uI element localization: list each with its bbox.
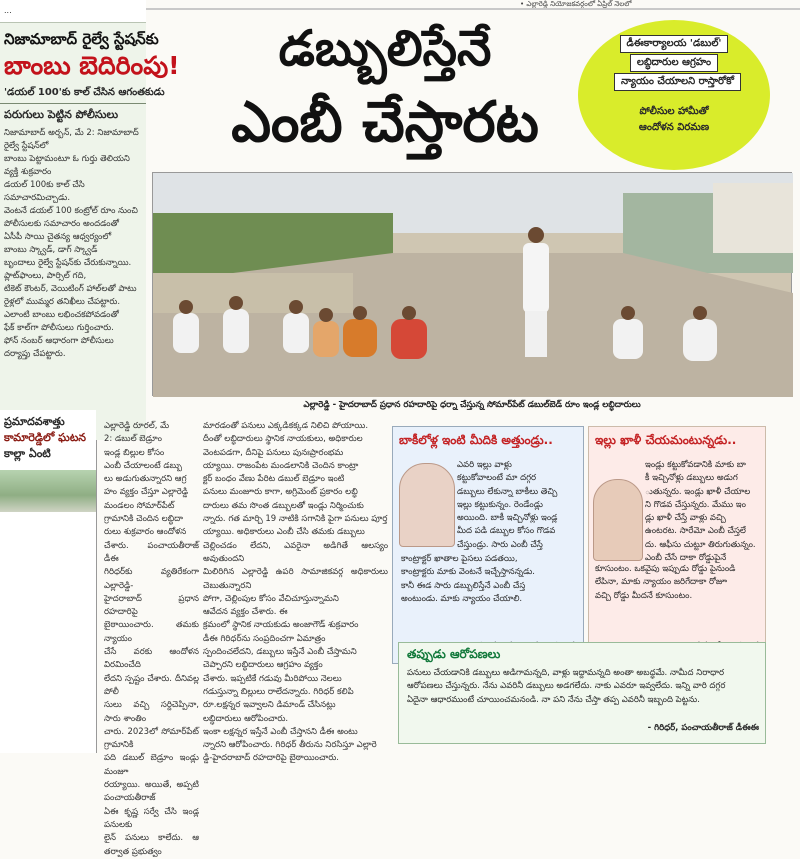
quote-box-1-title: బాకీలోళ్ల ఇంటి మీదికి అత్తుండ్రు.. xyxy=(399,433,553,447)
left-bottom-line1: ప్రమాదవశాత్తు xyxy=(4,415,65,428)
article-column-b: మారడంతో పనులు ఎక్కడికక్కడ నిలిచి పోయాయి. దీంతో లబ్ధిదారులు స్థానిక నాయకులు, అధికారుల వెంటపడగా, దీనిపై పనులు పునఃప్రారంభమ య్యాయి. రాజంపేట మండలానికి చెందిన కాంట్రా క్టర్ బంధం వేణు పేరిట డబుల్ బెడ్రూం ఇంటి పనులు మంజూరు కాగా, అగ్రిమెంట్ ప్రకారం లబ్ధి దారులు తమ సొంత డబ్బులతో ఇండ్లు నిర్మించుకు న్నారు. గత మార్చి 19 నాటికి సగానికి పైగా పనులు పూర్త య్యాయి. అధికారులు ఎంబీ చేసి తమకు డబ్బులు చెల్లించడం లేదని, ఎవరైనా అడిగితే ఆలస్యం అవుతుందని మిలిరిగిన ఎల్లారెడ్డి ఉపరి సామాజికవర్గ అధికారులు చెబుతున్నారని పోగా, చెల్లింపుల కోసం వేచిచూస్తున్నామని ఆవేదన వ్యక్తం చేశారు. ఈ క్రమంలో స్థానిక నాయకుడు అంజాగౌడ్ శుక్రవారం డీఈ గిరిధర్‌ను సంప్రదించగా ఏమాత్రం స్పందించలేదని, డబ్బులు ఇస్తేనే ఎంబీ చేస్తామని చెప్పారని లబ్ధిదారులు ఆగ్రహం వ్యక్తం చేశారు. ఇప్పటికే గడువు మీరిపోయి నెలలు గడుస్తున్నా బిల్లులు రాలేదన్నారు. గిరిధర్ కలిపి రూ.లక్షన్నర ఇవ్వాలని డిమాండ్ చేసినట్లు లబ్ధిదారులు ఆరోపించారు. ఇంకా లక్షన్నర ఇస్తేనే ఎంబీ చేస్తానని డీఈ అంటు న్నారని ఆరోపించారు. గిరిధర్ తీరును నిరసిస్తూ ఎల్లారె డ్డి-హైదరాబాద్ రహదారిపై బైఠాయించారు. xyxy=(203,421,388,764)
quote-box-3-title: తప్పుడు ఆరోపణలు xyxy=(407,647,501,661)
left-body-text: నిజామాబాద్ అర్బన్, మే 2: నిజామాబాద్ రైల్వే స్టేషన్‌లో బాంబు పెట్టామంటూ ఓ గుర్తు తెలియని వ్యక్తి శుక్రవారం డయల్ 100కు కాల్ చేసి సమాచారమిచ్చాడు. వెంటనే డయల్ 100 కంట్రోల్ రూం నుంచి పోలీసులకు సమాచారం అందడంతో ఏసీపీ సాయి చైతన్య ఆధ్వర్యంలో బాంబు స్క్వాడ్, డాగ్ స్క్వాడ్ బృందాలు రైల్వే స్టేషన్‌కు చేరుకున్నాయి. ప్లాట్‌ఫాంలు, పార్సిల్ గది, టికెట్ కౌంటర్, వెయిటింగ్ హాల్‌లతో పాటు రైళ్లలో ముమ్మర తనిఖీలు చేపట్టారు. ఎలాంటి బాంబు లభించకపోవడంతో ఫేక్ కాల్‌గా పోలీసులు గుర్తించారు. ఫోన్ నంబర్ ఆధారంగా పోలీసులు దర్యాప్తు చేపట్టారు. xyxy=(4,128,139,359)
beneficiary-1-portrait xyxy=(399,463,455,547)
main-headline-line2: ఎంబీ చేస్తారట xyxy=(231,90,539,155)
quote-box-official xyxy=(398,642,766,744)
left-headline-line2: బాంబు బెదిరింపు! xyxy=(4,51,180,80)
top-right-snippet: • ఎల్లారెడ్డి నియోజకవర్గంలో ఏప్రిల్ నెలలో xyxy=(520,0,632,8)
left-bottom-line2: కామారెడ్డిలో ఘటన xyxy=(4,431,87,444)
quote-box-beneficiary-1 xyxy=(392,426,584,664)
left-subhead-2: పరుగులు పెట్టిన పోలీసులు xyxy=(4,108,119,121)
left-bottom-photo xyxy=(0,470,96,512)
photo-caption: ఎల్లారెడ్డి - హైదరాబాద్ ప్రధాన రహదారిపై ధర్నా చేస్తున్న సోమార్‌పేట్ డబుల్‌బెడ్ రూం ఇండ్ల లబ్ధిదారులు xyxy=(303,400,641,410)
column-divider xyxy=(96,440,97,753)
protest-photo-illustration xyxy=(153,173,793,397)
left-bottom-teaser xyxy=(0,410,96,753)
left-subhead: 'డయల్ 100'కు కాల్ చేసిన ఆగంతకుడు xyxy=(0,83,146,104)
circle-pill-2: లబ్ధిదారుల ఆగ్రహం xyxy=(630,54,718,72)
circle-pills xyxy=(614,34,734,92)
circle-line-4: పోలీసుల హామీతో xyxy=(639,106,709,117)
quote-box-3-text: పనులు చేయడానికి డబ్బులు అడిగామన్నది, వాళ్లు ఇద్దామన్నది అంతా అబద్ధమే. నామీద నిరాధార ఆరోపణలు చేస్తున్నరు. నేను ఎవరినీ డబ్బులు అడగలేదు. నాకు ఎవరూ ఇవ్వలేదు. ఇన్ని వారి దగ్గర ఏదైనా ఆధారముంటే చూయించమనండి. నా పని నేను చేస్తా తప్ప ఎవరినీ ఇబ్బంది పెట్టను. xyxy=(407,668,726,705)
article-column-a: ఎల్లారెడ్డి రూరల్, మే 2: డబుల్ బెడ్రూం ఇండ్ల బిల్లుల కోసం ఎంబీ చేయాలంటే డబ్బు లు అడుగుతున్నారని ఆగ్ర హం వ్యక్తం చేస్తూ ఎల్లారెడ్డి మండలం సోమార్‌పేట్ గ్రామానికి చెందిన లబ్ధిదా రులు శుక్రవారం ఆందోళన చేశారు. పంచాయతీరాజ్ డీఈ గిరిధర్‌కు వ్యతిరేకంగా ఎల్లారెడ్డి- హైదరాబాద్ ప్రధాన రహదారిపై బైఠాయించారు. తమకు న్యాయం చేసే వరకు ఆందోళన విరమించేది లేదని స్పష్టం చేశారు. దీనివల్ల పోలీ సులు వచ్చి సర్దిచెప్పినా, సారు శాంతిం చారు. 2023లో సోమార్‌పేట్ గ్రామానికి పది డబుల్ బెడ్రూం ఇండ్లు మంజూ రయ్యాయి. అయితే, అప్పటి పంచాయతీరాజ్ ఏఈ కృష్ణ సర్వే చేసి ఇండ్ల పనులకు లైన్ పనులు కాలేదు. ఆ తర్వాత ప్రభుత్వం xyxy=(104,421,199,857)
beneficiary-2-portrait xyxy=(593,479,643,561)
quote-box-2-text-2: కూసుంటం. ఒకవైపు ఇప్పుడు రోడ్డు పైనుండి లేపినా, మాకు న్యాయం జరిగేదాకా రోజూ వచ్చి రోడ్డు మీదనే కూసుంటం. xyxy=(595,564,736,601)
left-top-strip: ... xyxy=(0,0,146,23)
quote-box-1-text-2: కాంట్రాక్టర్ ఖాతాల పైసలు పడతయి, కాంట్రాక్టరు మాకు వెంటనే ఇచ్చేస్తానన్నడు. కానీ ఈడ సారు డబ్బులిస్తేనే ఎంబీ చేస్త అంటుండు. మాకు న్యాయం చేయాలి. xyxy=(401,554,536,604)
left-bottom-line3: కాల్లా ఏంటి xyxy=(4,447,51,460)
quote-box-2-title: ఇల్లు ఖాళీ చేయమంటున్నడు.. xyxy=(595,433,737,447)
quote-box-1-text: ఎవరి ఇల్లు వాళ్లు కట్టుకోవాలంటే మా దగ్గర డబ్బులు లేకున్నా బాకీలు తెచ్చి ఇల్లు కట్టుకున్నం. రెండేండ్లు అయింది. బాకీ ఇచ్చినోళ్లు ఇండ్ల మీద పడి డబ్బుల కోసం గొడవ చేస్తుండ్రు. సారు ఎంబీ చేస్తే xyxy=(457,460,558,550)
main-headline-line1: డబ్బులిస్తేనే xyxy=(278,20,492,77)
left-headline-line1: నిజామాబాద్ రైల్వే స్టేషన్‌కు xyxy=(4,30,159,48)
quote-box-beneficiary-2 xyxy=(588,426,766,664)
left-news-column xyxy=(0,0,180,440)
circle-pill-3: న్యాయం చేయాలని రాస్తారోకో xyxy=(614,73,741,91)
top-rule xyxy=(146,8,800,10)
quote-box-3-signature: - గిరిధర్, పంచాయతీరాజ్ డీఈఈ xyxy=(647,723,759,733)
circle-pill-1: డీఈకార్యాలయ 'డబుల్' xyxy=(620,35,729,53)
circle-line-5: ఆందోళన విరమణ xyxy=(638,122,710,133)
protest-photo xyxy=(152,172,792,396)
circle-footer xyxy=(612,104,736,136)
quote-box-2-text: ఇండ్లు కట్టుకోవడానికి మాకు బా కీ ఇచ్చినోళ్లు డబ్బులు అడుగ ుతున్నరు. ఇండ్లు ఖాళీ చేయాల ని గొడవ చేస్తున్నరు. మేము ఇం డ్లు ఖాళీ చేస్తే వాళ్లు వచ్చి ఉంటరట. సారేమో ఎంబీ చేస్తలే దు. ఆఫీసు చుట్టూ తిరుగుతున్నం. ఎంబీ చేసే దాకా రోడ్డుపైనే xyxy=(645,460,756,564)
